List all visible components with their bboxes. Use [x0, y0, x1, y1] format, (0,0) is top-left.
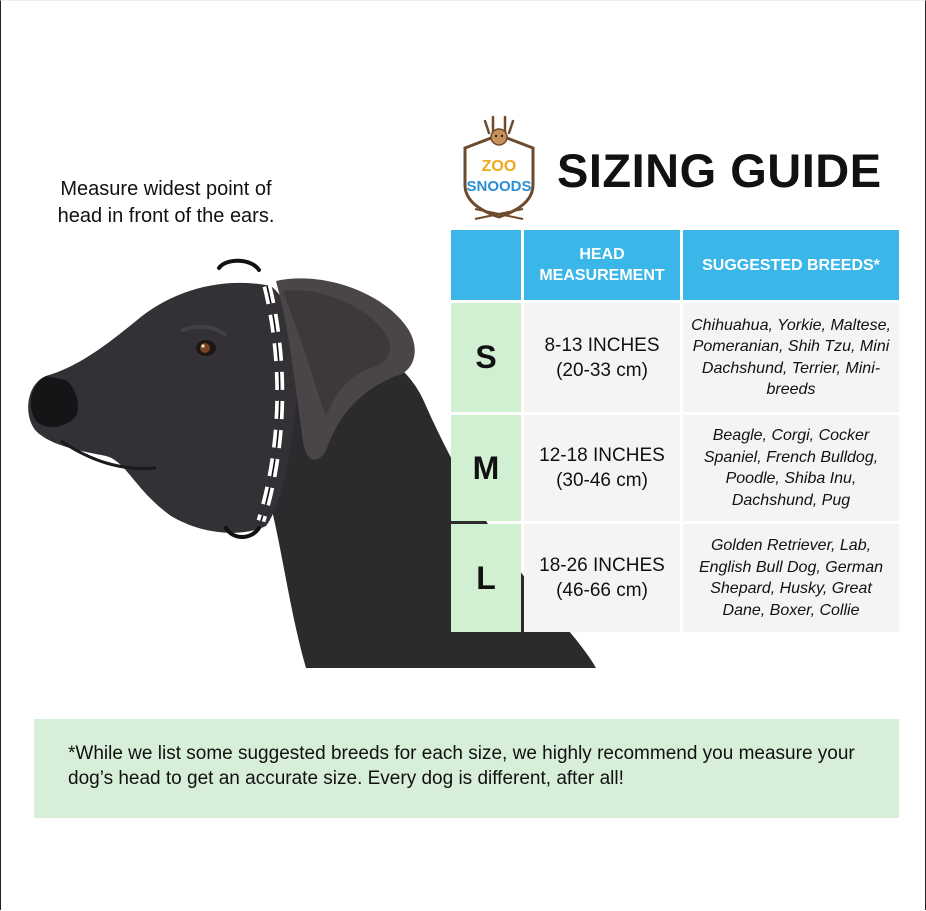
breeds-m: Beagle, Corgi, Cocker Spaniel, French Bulldog, Poodle, Shiba Inu, Dachshund, Pug [683, 415, 899, 521]
sizing-table [451, 230, 899, 634]
page-title: SIZING GUIDE [557, 144, 882, 197]
size-label-l: L [451, 524, 521, 632]
measurement-m-cm: (30-46 cm) [556, 470, 648, 491]
measurement-m-inches: 12-18 INCHES [539, 445, 665, 466]
header-measurement: HEAD MEASUREMENT [524, 230, 680, 300]
disclaimer-box [34, 719, 899, 818]
measurement-s-inches: 8-13 INCHES [544, 334, 660, 356]
disclaimer-text: *While we list some suggested breeds for each size, we highly recommend you measure your dog’s head to get an accurate size. Every dog is different, after all! [68, 743, 855, 789]
logo-text-snoods: SNOODS [466, 178, 532, 195]
size-label-m: M [451, 415, 521, 521]
zoo-snoods-logo [447, 113, 551, 227]
header-blank-cell [451, 230, 521, 300]
measure-instruction-line2: head in front of the ears. [57, 205, 275, 227]
measurement-m [524, 415, 680, 521]
measurement-l [524, 524, 680, 632]
size-label-s: S [451, 303, 521, 412]
measure-instruction-line1: Measure widest point of [60, 178, 272, 200]
measurement-s [524, 303, 680, 412]
logo-text-zoo: ZOO [481, 158, 517, 175]
breeds-s: Chihuahua, Yorkie, Maltese, Pomeranian, Shih Tzu, Mini Dachshund, Terrier, Mini-breeds [683, 303, 899, 412]
breeds-l: Golden Retriever, Lab, English Bull Dog, German Shepard, Husky, Great Dane, Boxer, Collie [683, 524, 899, 632]
measurement-l-cm: (46-66 cm) [556, 580, 648, 601]
measurement-s-cm: (20-33 cm) [556, 359, 648, 381]
header-breeds: SUGGESTED BREEDS* [683, 230, 899, 300]
measure-instruction [41, 176, 291, 230]
measurement-l-inches: 18-26 INCHES [539, 555, 665, 576]
